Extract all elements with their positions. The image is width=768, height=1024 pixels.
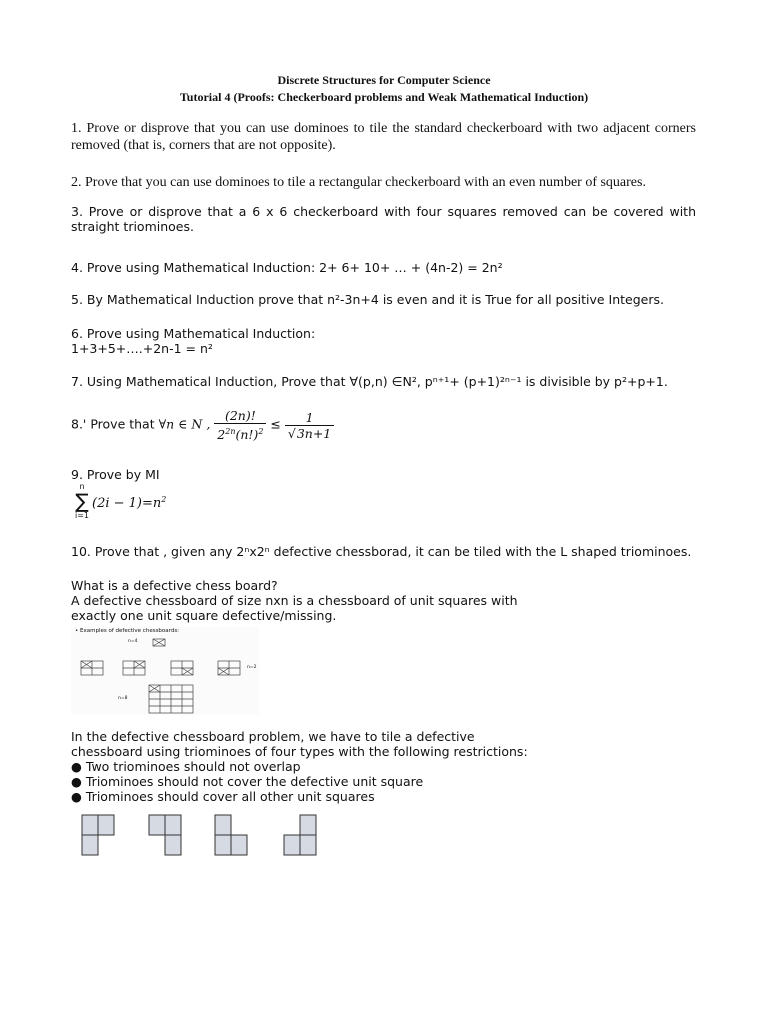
triominoes-drawing — [74, 810, 324, 872]
triomino-type-1 — [82, 815, 114, 855]
question-10: 10. Prove that , given any 2ⁿx2ⁿ defective chessborad, it can be tiled with the L shaped triominoes. — [71, 544, 692, 559]
board-1x1 — [153, 639, 165, 646]
triomino-types-figure — [74, 810, 324, 872]
defective-definition-line1: A defective chessboard of size nxn is a chessboard of unit squares with — [71, 593, 518, 608]
lhs-numerator: (2n)! — [214, 408, 266, 424]
board-2x2-b — [123, 661, 145, 675]
restriction-2: ● Triominoes should not cover the defective unit square — [71, 774, 424, 789]
document-subtitle: Tutorial 4 (Proofs: Checkerboard problems and Weak Mathematical Induction) — [179, 90, 589, 104]
document-title: Discrete Structures for Computer Science — [277, 73, 491, 87]
question-9-expression: $(2i - 1)=n^2$ — [92, 495, 167, 511]
question-4: 4. Prove using Mathematical Induction: 2+ 6+ 10+ … + (4n-2) = 2n² — [71, 260, 503, 275]
question-1: 1. Prove or disprove that you can use dominoes to tile the standard checkerboard with two adjacent corners removed (that is, corners that are not opposite). — [71, 121, 696, 153]
question-5: 5. By Mathematical Induction prove that n²-3n+4 is even and it is True for all positive Integers. — [71, 292, 664, 307]
label-n-2: n=2 — [247, 665, 257, 670]
question-8-forall: ∀n ∈ N , — [158, 416, 211, 432]
question-8-lhs-fraction — [214, 408, 266, 442]
triomino-type-3 — [215, 815, 247, 855]
defective-definition-line2: exactly one unit square defective/missing. — [71, 608, 337, 623]
question-9-label: 9. Prove by MI — [71, 467, 160, 482]
lhs-denominator: $2^{2n}(n!)^2$ — [217, 427, 264, 442]
triomino-intro-line2: chessboard using triominoes of four types with the following restrictions: — [71, 744, 528, 759]
restriction-3: ● Triominoes should cover all other unit squares — [71, 789, 375, 804]
question-8-prefix: 8.' Prove that — [71, 416, 155, 432]
triomino-type-4 — [284, 815, 316, 855]
question-6-formula: 1+3+5+….+2n-1 = n² — [71, 341, 213, 356]
question-8-rhs-fraction — [285, 410, 334, 441]
rhs-numerator: 1 — [285, 410, 334, 426]
triomino-intro-line1: In the defective chessboard problem, we have to tile a defective — [71, 729, 475, 744]
question-2: 2. Prove that you can use dominoes to tile a rectangular checkerboard with an even number of squares. — [71, 175, 646, 190]
board-2x2-c — [171, 661, 193, 675]
summation-symbol: n ∑ i=1 — [74, 482, 89, 520]
triomino-type-2 — [149, 815, 181, 855]
question-8-leq: ≤ — [270, 416, 281, 432]
question-6-heading: 6. Prove using Mathematical Induction: — [71, 326, 316, 341]
board-2x2-d — [218, 661, 240, 675]
figure-caption: • Examples of defective chessboards: — [75, 628, 180, 634]
question-8 — [71, 408, 696, 442]
board-2x2-a — [81, 661, 103, 675]
question-3: 3. Prove or disprove that a 6 x 6 checkerboard with four squares removed can be covered with straight triominoes. — [71, 204, 696, 234]
rhs-denominator: √3n+1 — [287, 425, 332, 441]
label-n-4: n=4 — [128, 639, 138, 644]
label-n-8: n=8 — [118, 696, 128, 701]
question-7: 7. Using Mathematical Induction, Prove that ∀(p,n) ∈N², pⁿ⁺¹+ (p+1)²ⁿ⁻¹ is divisible by p²+p+1. — [71, 374, 668, 389]
board-4x4 — [149, 685, 193, 713]
defective-chessboards-figure — [71, 627, 259, 715]
restriction-1: ● Two triominoes should not overlap — [71, 759, 301, 774]
defective-heading: What is a defective chess board? — [71, 578, 278, 593]
chessboards-drawing — [71, 627, 259, 715]
